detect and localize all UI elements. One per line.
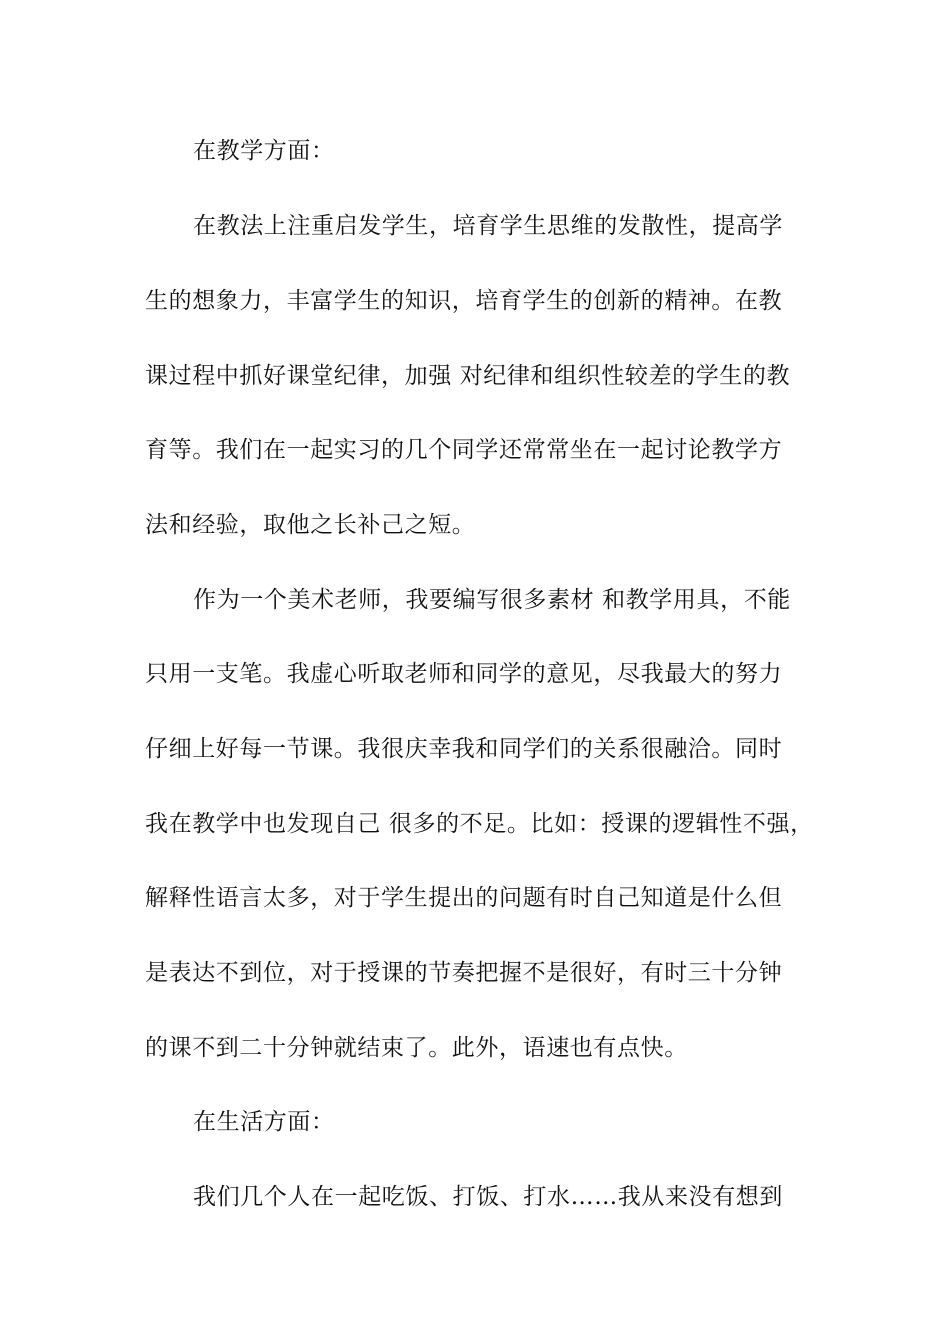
- paragraph-line: 的课不到二十分钟就结束了。此外，语速也有点快。: [145, 1035, 688, 1061]
- paragraph-line: 我们几个人在一起吃饭、打饭、打水……我从来没有想到: [193, 1184, 783, 1210]
- heading-teaching: 在教学方面：: [193, 138, 335, 164]
- paragraph-line: 只用一支笔。我虚心听取老师和同学的意见，尽我最大的努力: [145, 661, 783, 687]
- paragraph-line: 是表达不到位，对于授课的节奏把握不是很好，有时三十分钟: [145, 960, 783, 986]
- paragraph-line: 在教法上注重启发学生，培育学生思维的发散性，提高学: [193, 213, 783, 239]
- paragraph-line: 育等。我们在一起实习的几个同学还常常坐在一起讨论教学方: [145, 437, 783, 463]
- paragraph-line: 我在教学中也发现自己 很多的不足。比如：授课的逻辑性不强，: [145, 811, 814, 837]
- paragraph-line: 仔细上好每一节课。我很庆幸我和同学们的关系很融洽。同时: [145, 736, 783, 762]
- paragraph-line: 生的想象力，丰富学生的知识，培育学生的创新的精神。在教: [145, 288, 783, 314]
- paragraph-line: 作为一个美术老师，我要编写很多素材 和教学用具，不能: [193, 587, 791, 613]
- paragraph-line: 课过程中抓好课堂纪律，加强 对纪律和组织性较差的学生的教: [145, 363, 791, 389]
- heading-life: 在生活方面：: [193, 1109, 335, 1135]
- paragraph-line: 法和经验，取他之长补己之短。: [145, 512, 476, 538]
- paragraph-line: 解释性语言太多，对于学生提出的问题有时自己知道是什么但: [145, 885, 783, 911]
